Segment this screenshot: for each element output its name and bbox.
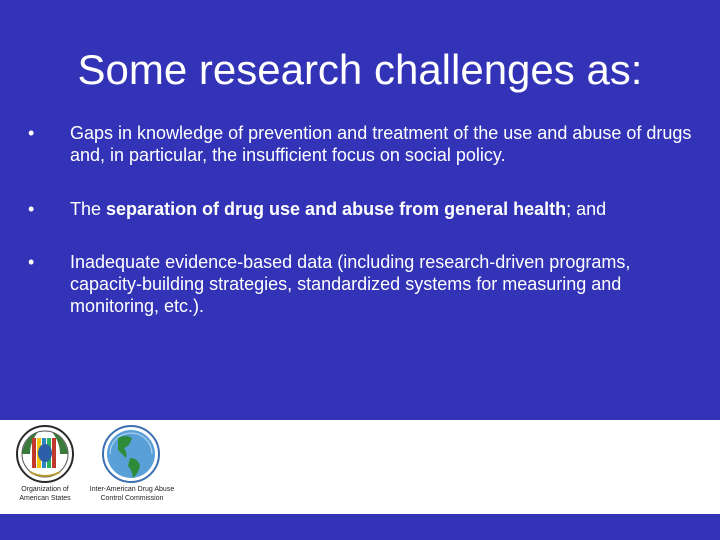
- cicad-caption-line: Inter-American Drug Abuse: [89, 486, 175, 493]
- cicad-caption: [86, 485, 178, 503]
- bullet-marker: •: [28, 252, 35, 272]
- bullet-marker: •: [28, 199, 35, 219]
- oas-seal-icon: [10, 424, 80, 484]
- oas-caption-line: American States: [19, 495, 71, 502]
- bullet-item: [28, 198, 698, 220]
- bullet-list: [28, 122, 698, 317]
- slide-title: Some research challenges as:: [77, 46, 643, 93]
- cicad-globe-icon: [100, 424, 162, 484]
- bottom-bar: [0, 514, 720, 540]
- bullet-item: [28, 251, 698, 317]
- bullet-text-bold: separation of drug use and abuse from general health: [106, 199, 567, 219]
- bullet-text: Gaps in knowledge of prevention and treatment of the use and abuse of drugs and, in particular, the insufficient focus on social policy.: [70, 123, 692, 165]
- oas-caption: [8, 485, 82, 503]
- bullet-text-suffix: ; and: [566, 199, 607, 219]
- cicad-caption-line: Control Commission: [100, 495, 164, 502]
- bullet-item: [28, 122, 698, 166]
- bullet-marker: •: [28, 123, 35, 143]
- oas-caption-line: Organization of: [21, 486, 69, 493]
- bullet-text: Inadequate evidence-based data (including research-driven programs, capacity-building strategies, standardized systems for measuring and monitoring, etc.).: [70, 252, 631, 316]
- bullet-text-prefix: The: [70, 199, 107, 219]
